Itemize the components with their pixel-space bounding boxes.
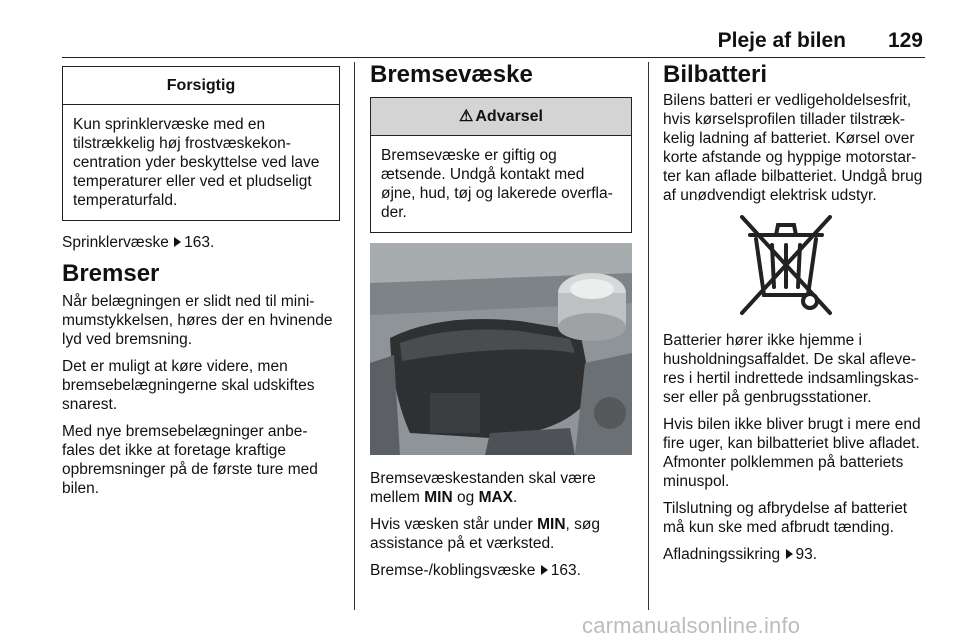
page-header — [0, 0, 960, 58]
crossed-out-wheelie-bin-icon — [736, 213, 836, 317]
brake-fluid-reference: Bremse-/koblingsvæske 163. — [370, 562, 581, 579]
page-reference-arrow-icon — [174, 237, 181, 247]
section-title: Pleje af bilen — [717, 29, 846, 52]
reference-link[interactable]: 163. — [184, 234, 215, 251]
battery-paragraph-4: Tilslutning og afbrydelse af batteriet må kun ske med afbrudt tænding. — [663, 500, 908, 536]
header-rule — [62, 57, 925, 58]
caution-box-text: Kun sprinklervæske med en tilstrækkelig høj frostvæskekon-centration yder beskyttelse ved lave temperaturer eller ved et pludseligt temperaturfald. — [73, 116, 320, 209]
brake-fluid-low-text: Hvis væsken står under MIN, søg assistance på et værksted. — [370, 516, 600, 552]
warning-triangle-icon: ⚠ — [459, 108, 474, 125]
battery-heading: Bilbatteri — [663, 61, 768, 88]
warning-box-text: Bremsevæske er giftig og ætsende. Undgå kontakt med øjne, hud, tøj og lakerede overfla-der. — [381, 147, 613, 221]
sprinkler-reference: Sprinklervæske 163. — [62, 234, 215, 251]
brake-fluid-heading: Bremsevæske — [370, 61, 533, 88]
column-right — [663, 60, 928, 572]
warning-box — [370, 97, 632, 233]
column-middle — [370, 60, 632, 588]
column-divider-1 — [354, 62, 355, 610]
page-number: 129 — [887, 29, 923, 52]
caution-box — [62, 66, 340, 221]
battery-paragraph-2: Batterier hører ikke hjemme i husholdningsaffaldet. De skal afleve-res i hertil indrettede indsamlingskas-ser eller på genbrugsstationer. — [663, 332, 919, 406]
page-reference-arrow-icon — [541, 565, 548, 575]
brakes-paragraph-3: Med nye bremsebelægninger anbe-fales det ikke at foretage kraftige opbremsninger på de første ture med bilen. — [62, 423, 318, 497]
reference-link[interactable]: 93. — [795, 546, 818, 563]
max-mark: MAX — [478, 489, 514, 506]
page-reference-arrow-icon — [786, 549, 793, 559]
min-mark: MIN — [424, 489, 453, 506]
brakes-paragraph-1: Når belægningen er slidt ned til mini-mumstykkelsen, høres der en hvinende lyd ved bremsning. — [62, 293, 333, 348]
battery-reference: Afladningssikring 93. — [663, 546, 818, 563]
brakes-paragraph-2: Det er muligt at køre videre, men bremsebelægningerne skal udskiftes snarest. — [62, 358, 315, 413]
caution-box-title: Forsigtig — [63, 67, 339, 105]
brakes-heading: Bremser — [62, 260, 160, 287]
battery-paragraph-1: Bilens batteri er vedligeholdelsesfrit, hvis kørselsprofilen tillader tilstræk-kelig ladning af batteriet. Kørsel over korte afstande og hyppige motorstar-ter kan aflade bilbatteriet. Undgå brug af unødvendigt elektrisk udstyr. — [663, 92, 923, 204]
watermark: carmanualsonline.info — [582, 613, 801, 638]
battery-paragraph-3: Hvis bilen ikke bliver brugt i mere end fire uger, kan bilbatteriet blive afladet. Afmonter polklemmen på batteriets minuspol. — [663, 416, 921, 490]
warning-box-header — [371, 98, 631, 136]
brake-fluid-level-text: Bremsevæskestanden skal være mellem MIN og MAX. — [370, 470, 596, 506]
brake-fluid-reservoir-photo — [370, 243, 632, 455]
column-left — [62, 60, 340, 506]
column-divider-2 — [648, 62, 649, 610]
warning-box-title: Advarsel — [475, 108, 543, 125]
reference-link[interactable]: 163. — [550, 562, 581, 579]
